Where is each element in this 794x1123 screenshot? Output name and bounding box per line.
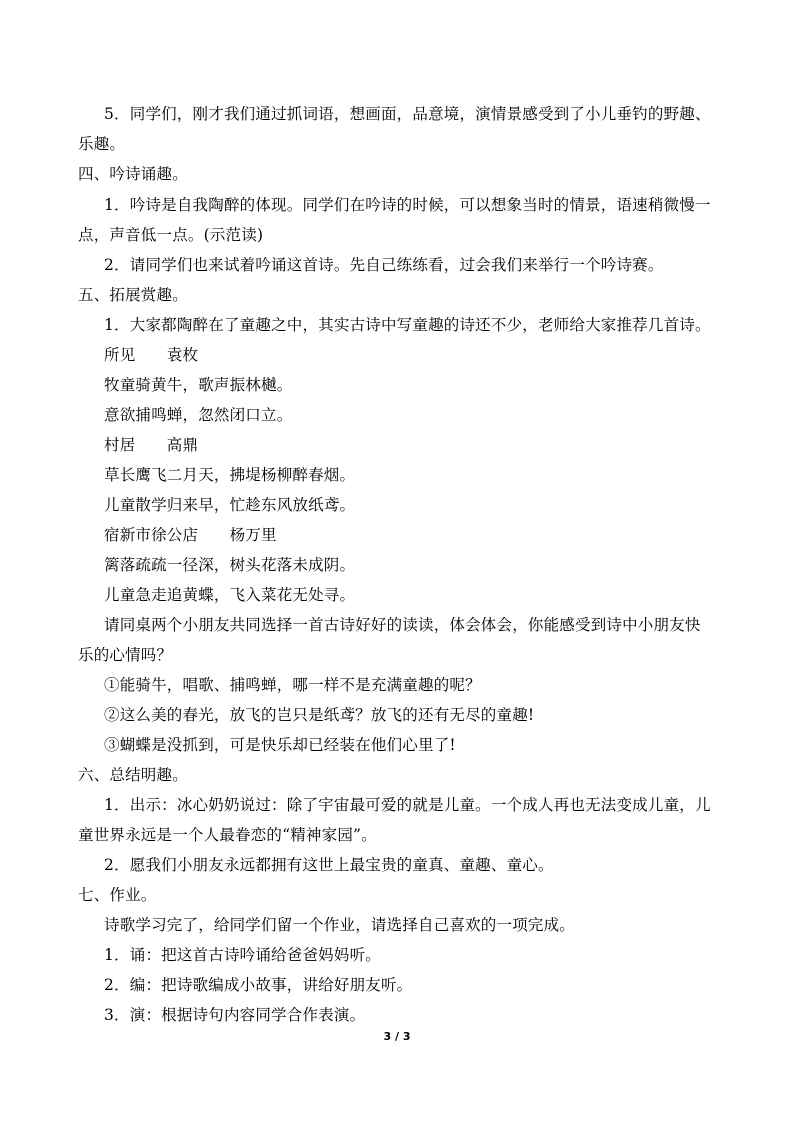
section-heading: 四、吟诗诵趣。	[78, 165, 188, 183]
poem-line: 篱落疏疏一径深，树头花落未成阴。	[104, 556, 356, 574]
list-item: 1．诵：把这首古诗吟诵给爸爸妈妈听。	[104, 946, 381, 964]
list-item: 3．演：根据诗句内容同学合作表演。	[104, 1006, 366, 1024]
paragraph-line: 童世界永远是一个人最眷恋的“精神家园”。	[78, 826, 377, 844]
list-item: ①能骑牛，唱歌、捕鸣蝉，哪一样不是充满童趣的呢？	[104, 676, 481, 694]
list-item: ③蝴蝶是没抓到，可是快乐却已经装在他们心里了!	[104, 736, 456, 754]
section-heading: 五、拓展赏趣。	[78, 286, 188, 304]
poem-title: 所见 袁枚	[104, 346, 199, 364]
poem-line: 草长鹰飞二月天，拂堤杨柳醉春烟。	[104, 466, 356, 484]
list-item: ②这么美的春光，放飞的岂只是纸鸢？放飞的还有无尽的童趣!	[104, 706, 535, 724]
poem-title: 村居 高鼎	[104, 436, 199, 454]
poem-line: 儿童散学归来早，忙趁东风放纸鸢。	[104, 496, 356, 514]
poem-line: 意欲捕鸣蝉，忽然闭口立。	[104, 406, 293, 424]
paragraph-line: 请同桌两个小朋友共同选择一首古诗好好的读读，体会体会，你能感受到诗中小朋友快	[104, 616, 701, 634]
paragraph-line: 1．大家都陶醉在了童趣之中，其实古诗中写童趣的诗还不少，老师给大家推荐几首诗。	[104, 316, 711, 334]
section-heading: 六、总结明趣。	[78, 766, 188, 784]
paragraph-line: 诗歌学习完了，给同学们留一个作业，请选择自己喜欢的一项完成。	[104, 916, 576, 934]
paragraph-line: 乐趣。	[78, 135, 126, 153]
paragraph-line: 2．请同学们也来试着吟诵这首诗。先自己练练看，过会我们来举行一个吟诗赛。	[104, 256, 664, 274]
paragraph-line: 5．同学们，刚才我们通过抓词语，想画面，品意境，演情景感受到了小儿垂钓的野趣、	[104, 105, 711, 123]
paragraph-line: 乐的心情吗？	[78, 646, 173, 664]
list-item: 2．编：把诗歌编成小故事，讲给好朋友听。	[104, 976, 413, 994]
poem-line: 牧童骑黄牛，歌声振林樾。	[104, 376, 293, 394]
paragraph-line: 点，声音低一点。(示范读)	[78, 226, 264, 244]
page-number: 3 / 3	[383, 1030, 411, 1043]
poem-title: 宿新市徐公店 杨万里	[104, 526, 277, 544]
paragraph-line: 1．吟诗是自我陶醉的体现。同学们在吟诗的时候，可以想象当时的情景，语速稍微慢一	[104, 196, 711, 214]
poem-line: 儿童急走追黄蝶，飞入菜花无处寻。	[104, 586, 356, 604]
paragraph-line: 1．出示：冰心奶奶说过：除了宇宙最可爱的就是儿童。一个成人再也无法变成儿童，儿	[104, 796, 711, 814]
section-heading: 七、作业。	[78, 886, 157, 904]
paragraph-line: 2．愿我们小朋友永远都拥有这世上最宝贵的童真、童趣、童心。	[104, 856, 554, 874]
